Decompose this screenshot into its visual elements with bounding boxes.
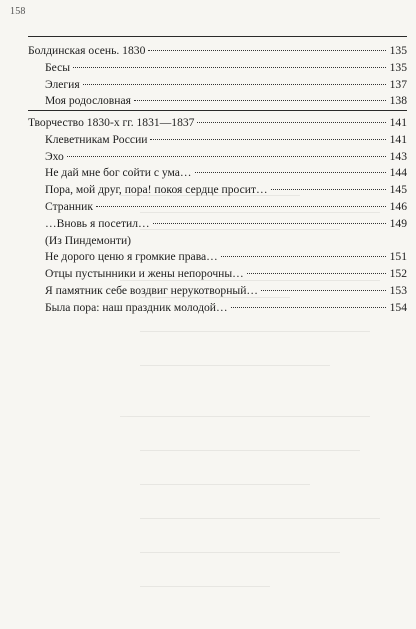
toc-entry-page: 145	[389, 183, 407, 197]
toc-entry[interactable]	[28, 300, 407, 317]
toc-entry[interactable]	[28, 93, 407, 110]
toc-leader-dots	[197, 122, 386, 123]
toc-entry-page: 143	[389, 149, 407, 163]
toc-entry-title: Была пора: наш праздник молодой…	[45, 300, 228, 314]
toc-leader-dots	[148, 50, 386, 51]
toc-entry[interactable]	[28, 165, 407, 182]
toc-leader-dots	[261, 290, 386, 291]
toc-entry-page: 141	[389, 116, 407, 129]
toc-entry-page: 137	[389, 77, 407, 91]
toc-entry-page: 146	[389, 199, 407, 213]
toc-leader-dots	[271, 189, 386, 190]
toc-entry-title: Не дай мне бог сойти с ума…	[45, 166, 192, 180]
toc-entry[interactable]	[28, 266, 407, 283]
toc-leader-dots	[150, 139, 386, 140]
toc-entry-title: Болдинская осень. 1830	[28, 44, 146, 57]
toc-entry[interactable]	[28, 283, 407, 300]
toc-entry-title: Элегия	[45, 77, 80, 91]
toc-entry[interactable]	[28, 199, 407, 216]
toc-leader-dots	[73, 67, 386, 68]
toc-entry[interactable]	[28, 132, 407, 149]
toc-entry[interactable]	[28, 43, 407, 60]
toc-entry-page: 149	[389, 216, 407, 230]
toc-entry-page: 154	[389, 300, 407, 314]
toc-leader-dots	[153, 223, 386, 224]
toc-entry-title: …Вновь я посетил…	[45, 216, 150, 230]
toc-leader-dots	[134, 100, 386, 101]
toc-leader-dots	[231, 307, 386, 308]
toc-entry-page: 138	[389, 94, 407, 108]
toc-entry[interactable]	[28, 249, 407, 266]
toc-entry-page: 151	[389, 250, 407, 264]
toc-entry-page: 153	[389, 283, 407, 297]
toc-entry-title: Бесы	[45, 60, 71, 74]
toc-leader-dots	[221, 256, 386, 257]
toc-entry-page: 144	[389, 166, 407, 180]
toc-entry-page: 135	[389, 44, 407, 57]
toc-entry-title: Не дорого ценю я громкие права…	[45, 250, 218, 264]
toc-entry[interactable]	[28, 149, 407, 166]
toc-entry-title: Творчество 1830-х гг. 1831—1837	[28, 116, 195, 129]
toc-entry-title: Моя родословная	[45, 94, 131, 108]
toc-entry-page: 135	[389, 60, 407, 74]
toc-entry[interactable]	[28, 60, 407, 77]
toc-section-boldino	[28, 43, 407, 110]
toc-entry-continuation	[28, 233, 407, 250]
toc-entry-title: Клеветникам России	[45, 132, 148, 146]
toc-entry-title: Отцы пустынники и жены непорочны…	[45, 267, 244, 281]
toc-leader-dots	[83, 84, 386, 85]
toc-entry[interactable]	[28, 115, 407, 132]
section-divider-2	[28, 110, 407, 111]
page-number: 158	[10, 6, 26, 17]
toc-entry[interactable]	[28, 77, 407, 94]
toc-entry-title: Эхо	[45, 149, 64, 163]
toc-entry-title: (Из Пиндемонти)	[45, 233, 132, 247]
toc-leader-dots	[247, 273, 386, 274]
toc-leader-dots	[195, 172, 386, 173]
toc-entry[interactable]	[28, 182, 407, 199]
toc-entry-page: 141	[389, 132, 407, 146]
toc-section-1830s	[28, 115, 407, 317]
toc-leader-dots	[67, 156, 386, 157]
toc-entry-title: Странник	[45, 199, 93, 213]
section-divider-1	[28, 36, 407, 37]
toc-entry-page: 152	[389, 267, 407, 281]
toc-entry-title: Пора, мой друг, пора! покоя сердце просит…	[45, 183, 268, 197]
toc-leader-dots	[96, 206, 386, 207]
toc-entry[interactable]	[28, 216, 407, 233]
toc-entry-title: Я памятник себе воздвиг нерукотворный…	[45, 283, 259, 297]
